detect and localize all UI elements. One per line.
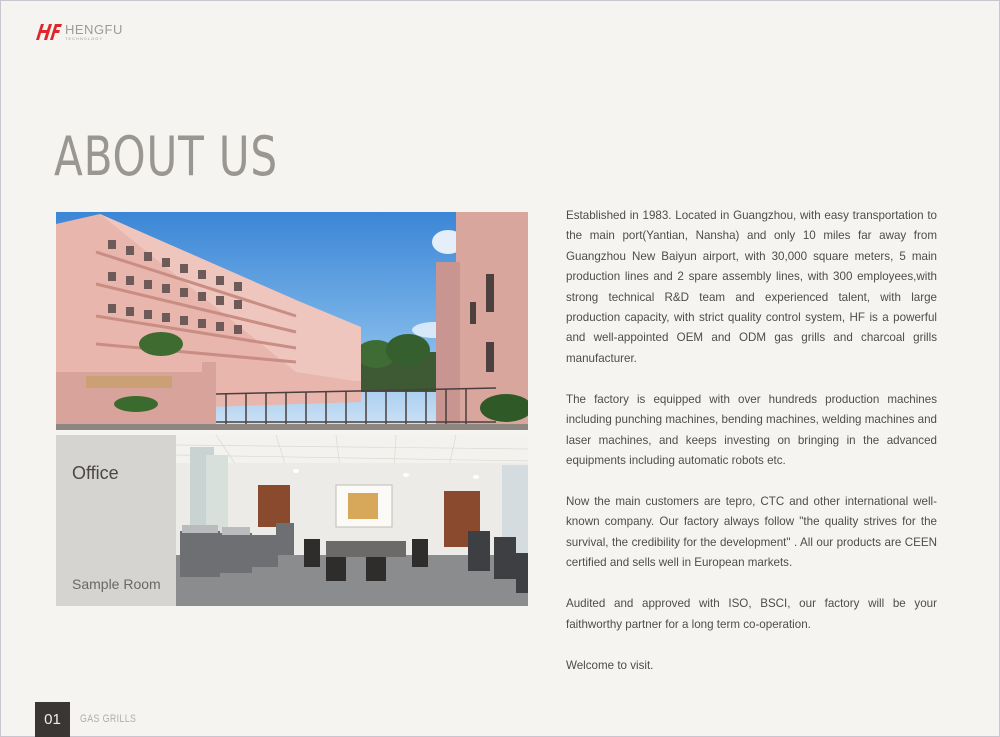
page-number: 01: [35, 702, 70, 737]
brand-name: HENGFU: [65, 22, 123, 37]
factory-building-illustration: [56, 212, 528, 430]
section-label: GAS GRILLS: [80, 713, 137, 725]
sample-room-illustration: [176, 435, 528, 606]
brand-logo: [34, 22, 123, 42]
page-title: ABOUT US: [54, 125, 278, 188]
hf-logo-icon: [34, 22, 62, 42]
paragraph-welcome: Welcome to visit.: [566, 658, 654, 672]
paragraph-certification: Audited and approved with ISO, BSCI, our factory will be your faithworthy partner for a long term co-operation.: [566, 597, 937, 631]
brand-tagline: TECHNOLOGY: [65, 36, 104, 41]
office-label: Office: [72, 463, 119, 483]
sample-room-photo: [176, 435, 528, 606]
paragraph-customers: Now the main customers are tepro, CTC and other international well-known company. Our factory always follow "the quality strives for the survival, the credibility for the development" . All our products are CEEN certified and sells well in European markets.: [566, 495, 937, 570]
paragraph-equipment: The factory is equipped with over hundreds production machines including punching machines, bending machines, welding machines and laser machines, and keeps investing on bringing in the advanced equipments including automatic robots etc.: [566, 392, 937, 468]
office-caption-panel: [56, 435, 176, 606]
factory-building-photo: [56, 212, 528, 430]
about-body-text: [566, 206, 937, 697]
sample-room-label: Sample Room: [72, 576, 161, 592]
paragraph-history: Established in 1983. Located in Guangzhou, with easy transportation to the main port(Yantian, Nansha) and only 10 miles far away from Guangzhou New Baiyun airport, with 30,000 square meters, 5 main production lines and 2 spare assembly lines, with 300 employees,with strong technical R&D team and experienced talent, with large production capacity, with strict quality control system, HF is a powerful and well-appointed OEM and ODM gas grills and charcoal grills manufacturer.: [566, 209, 937, 365]
